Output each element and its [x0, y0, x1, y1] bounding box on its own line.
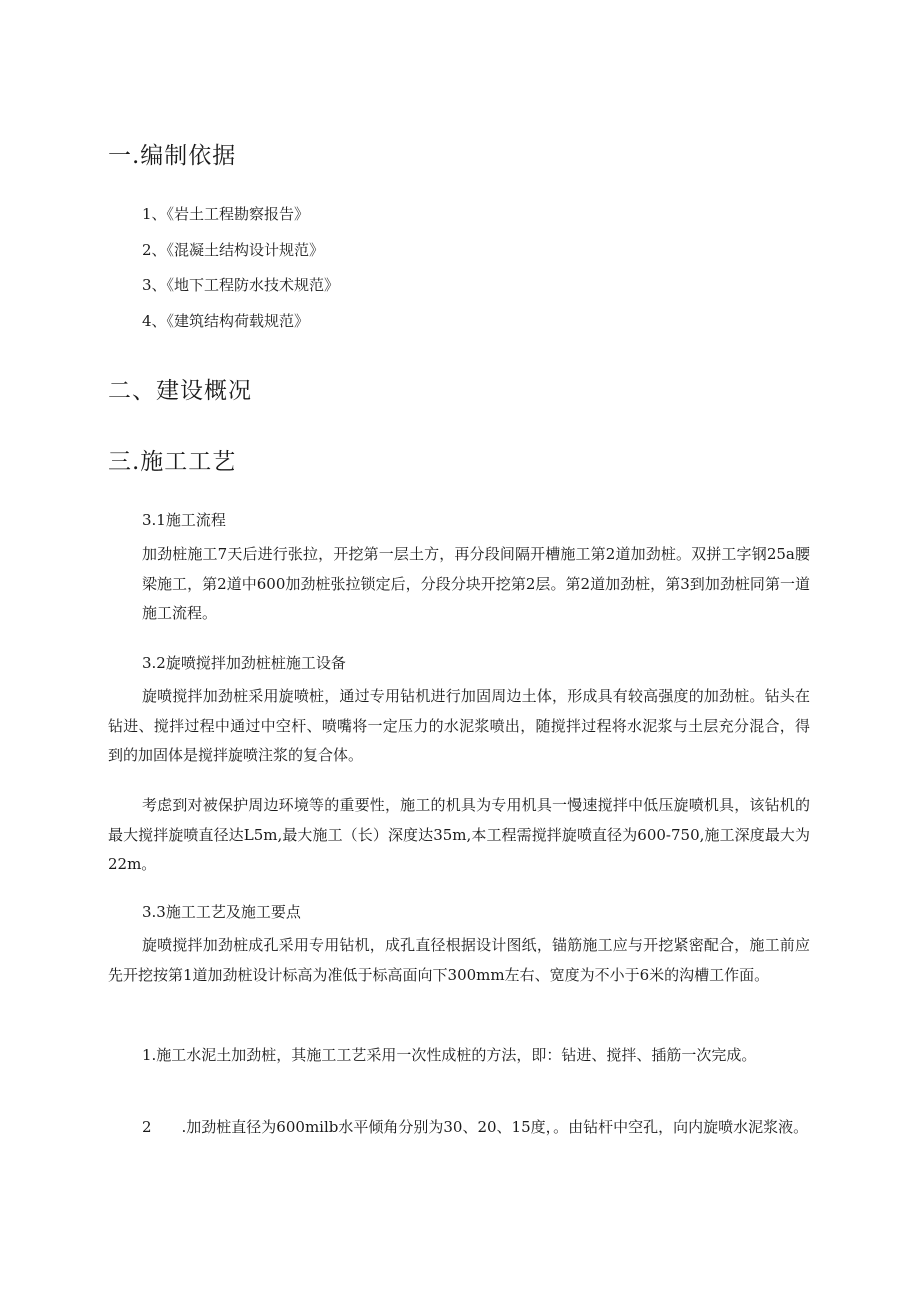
subsection-3-3-item-1: 1.施工水泥土加劲桩，其施工工艺采用一次性成桩的方法，即：钻进、搅拌、插筋一次完成。: [142, 1046, 757, 1064]
section-2-heading: 二、建设概况: [108, 378, 252, 404]
reference-item-2: 2、《混凝土结构设计规范》: [142, 241, 325, 259]
reference-item-4: 4、《建筑结构荷载规范》: [142, 312, 310, 330]
reference-item-3: 3、《地下工程防水技术规范》: [142, 276, 340, 294]
subsection-3-2-paragraph-2: 考虑到对被保护周边环境等的重要性，施工的机具为专用机具一慢速搅拌中低压旋喷机具，该钻机的最大搅拌旋喷直径达L5m,最大施工（长）深度达35m,本工程需搅拌旋喷直径为600-750,施工深度最大为22m。: [108, 796, 810, 873]
subsection-3-2-paragraph-1: 旋喷搅拌加劲桩采用旋喷桩，通过专用钻机进行加固周边土体，形成具有较高强度的加劲桩。钻头在钻进、搅拌过程中通过中空杆、喷嘴将一定压力的水泥浆喷出，随搅拌过程将水泥浆与土层充分混合，得到的加固体是搅拌旋喷注浆的复合体。: [108, 687, 810, 764]
subsection-3-1-paragraph: 加劲桩施工7天后进行张拉，开挖第一层土方，再分段间隔开槽施工第2道加劲桩。双拼工字钢25a腰梁施工，第2道中600加劲桩张拉锁定后，分段分块开挖第2层。第2道加劲桩，第3到加劲桩同第一道施工流程。: [142, 545, 810, 622]
subsection-3-3-item-2: 2 .加劲桩直径为600milb水平倾角分别为30、20、15度，。由钻杆中空孔，向内旋喷水泥浆液。: [142, 1118, 809, 1136]
subsection-3-3-paragraph-1: 旋喷搅拌加劲桩成孔采用专用钻机，成孔直径根据设计图纸，锚筋施工应与开挖紧密配合，施工前应先开挖按第1道加劲桩设计标高为准低于标高面向下300mm左右、宽度为不小于6米的沟槽工作面。: [108, 936, 810, 984]
subsection-3-3-title: 3.3施工工艺及施工要点: [142, 903, 301, 921]
reference-item-1: 1、《岩土工程勘察报告》: [142, 205, 310, 223]
section-3-heading: 三.施工工艺: [108, 449, 237, 475]
subsection-3-2-title: 3.2旋喷搅拌加劲桩桩施工设备: [142, 654, 346, 672]
subsection-3-1-title: 3.1施工流程: [142, 511, 226, 529]
section-1-heading: 一.编制依据: [108, 143, 237, 169]
